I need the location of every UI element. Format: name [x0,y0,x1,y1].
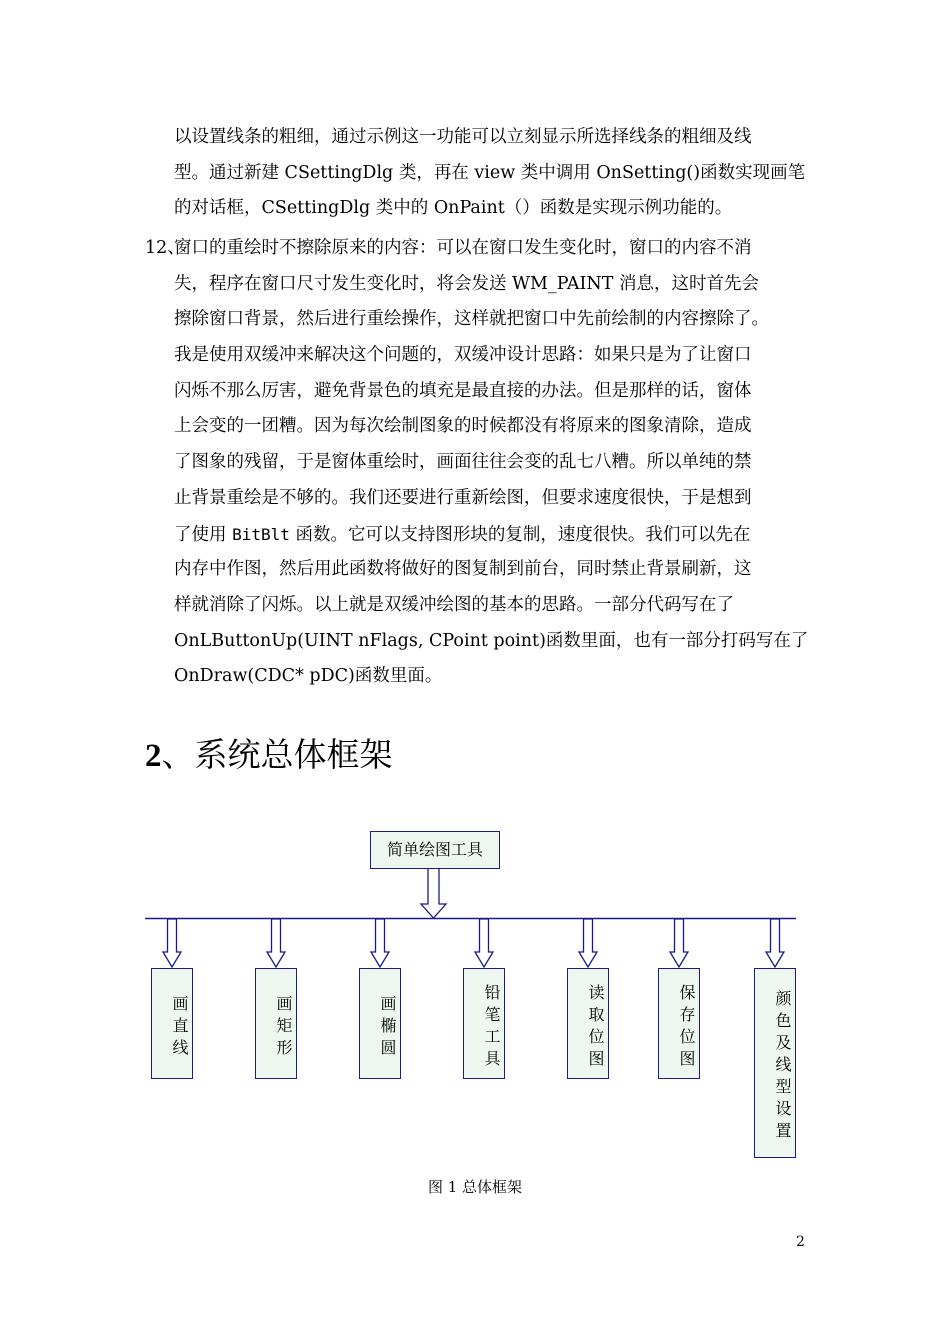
child-box-color-line-settings: 颜色及线型设置 [754,968,796,1158]
root-arrow [421,868,446,918]
child-arrow-6 [670,919,688,967]
child-arrow-1 [163,919,181,967]
child-box-pencil: 铅笔工具 [463,968,505,1079]
text-line: 样就消除了闪烁。以上就是双缓冲绘图的基本的思路。一部分代码写在了 [174,594,734,615]
text-segment: 了使用 [174,524,233,545]
text-line: 了图象的残留，于是窗体重绘时，画面往往会变的乱七八糟。所以单纯的禁 [174,452,752,473]
child-arrow-2 [267,919,285,967]
text-segment: 函数。它可以支持图形块的复制，速度很快。我们可以先在 [289,524,751,545]
child-box-line: 画直线 [151,968,193,1079]
child-box-rect: 画矩形 [255,968,297,1079]
text-line: 止背景重绘是不够的。我们还要进行重新绘图，但要求速度很快，于是想到 [174,487,752,508]
text-line: 窗口的重绘时不擦除原来的内容：可以在窗口发生变化时，窗口的内容不消 [174,238,752,258]
paragraph-item-12 [174,231,814,695]
text-line: 型。通过新建 CSettingDlg 类，再在 view 类中调用 OnSetting()函数实现画笔 [174,162,806,183]
text-line: 以设置线条的粗细，通过示例这一功能可以立刻显示所选择线条的粗细及线 [174,127,752,147]
text-line-bitblt [174,517,814,553]
item-number: 12、 [145,238,185,258]
child-arrow-5 [579,919,597,967]
text-line: OnLButtonUp(UINT nFlags, CPoint point)函数里面，也有一部分打码写在了 [174,630,809,651]
text-line: 闪烁不那么厉害，避免背景色的填充是最直接的办法。但是那样的话，窗体 [174,380,752,401]
figure-caption: 图 1 总体框架 [427,1178,523,1196]
child-arrow-7 [766,919,784,967]
text-line: 上会变的一团糟。因为每次绘制图象的时候都没有将原来的图象清除，造成 [174,416,752,437]
text-line: OnDraw(CDC* pDC)函数里面。 [174,666,443,687]
child-box-save-bitmap: 保存位图 [658,968,700,1079]
text-line: 内存中作图，然后用此函数将做好的图复制到前台，同时禁止背景刷新，这 [174,559,752,580]
child-arrow-4 [475,919,493,967]
text-line: 失，程序在窗口尺寸发生变化时，将会发送 WM_PAINT 消息，这时首先会 [174,273,759,294]
section-heading [145,730,393,781]
text-line: 的对话框，CSettingDlg 类中的 OnPaint（）函数是实现示例功能的。 [174,198,733,219]
root-box: 简单绘图工具 [370,831,500,869]
text-line: 擦除窗口背景，然后进行重绘操作，这样就把窗口中先前绘制的内容擦除了。 [174,309,769,330]
text-line: 我是使用双缓冲来解决这个问题的，双缓冲设计思路：如果只是为了让窗口 [174,345,752,366]
child-box-read-bitmap: 读取位图 [567,968,609,1079]
section-number: 2 [145,738,162,774]
child-arrow-3 [371,919,389,967]
paragraph-continued [174,120,814,227]
page-number: 2 [796,1234,805,1250]
section-title: 、系统总体框架 [161,735,393,774]
child-box-ellipse: 画椭圆 [359,968,401,1079]
code-bitblt: BitBlt [232,524,290,544]
